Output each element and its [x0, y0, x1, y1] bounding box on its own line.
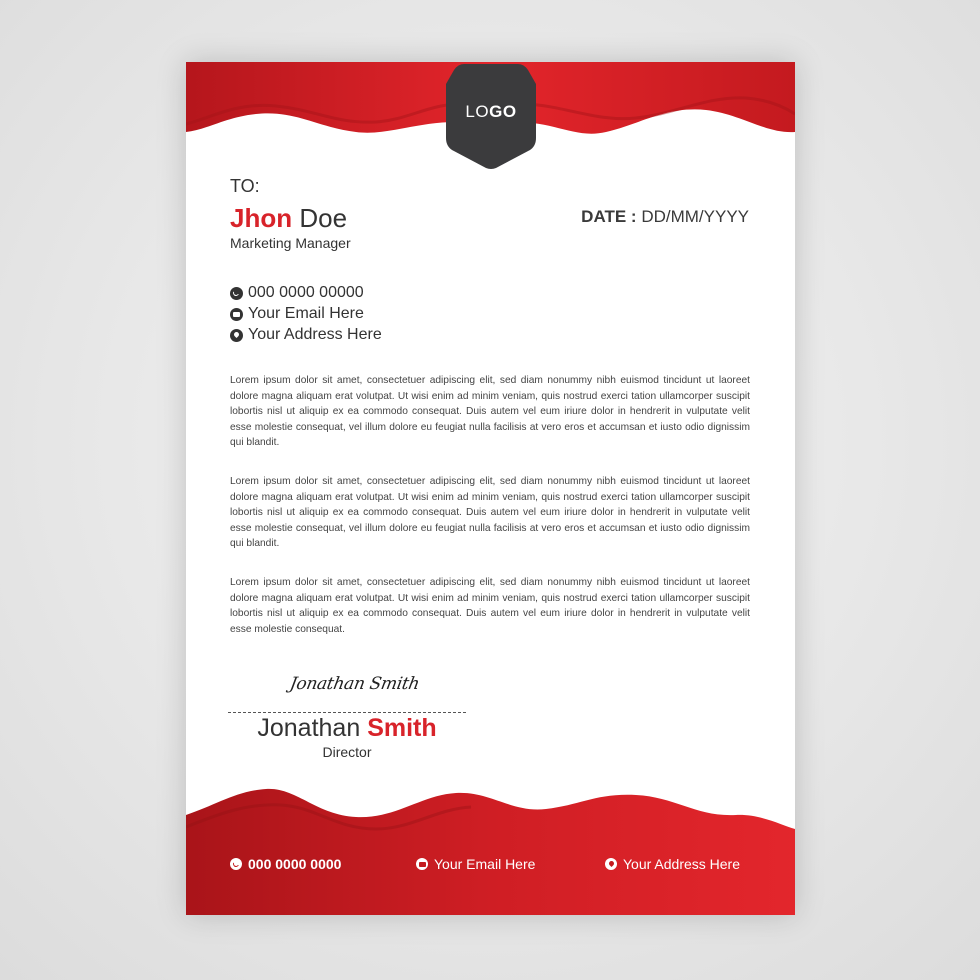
footer-address-text: Your Address Here — [623, 856, 740, 872]
mail-icon — [416, 858, 428, 870]
recipient-name — [230, 203, 347, 234]
phone-icon — [230, 287, 243, 300]
signature-script: Jonathan Smith — [288, 674, 421, 694]
recipient-last-name: Doe — [299, 203, 348, 233]
body-paragraph: Lorem ipsum dolor sit amet, consectetuer adipiscing elit, sed diam nonummy nibh euismod tincidunt ut laoreet dolore magna aliquam erat volutpat. Ut wisi enim ad minim veniam, quis nostrud exerci tation ullamcorper suscipit lobortis nisl ut aliquip ex ea commodo consequat. Duis autem vel eum iriure dolor in hendrerit in vulputate velit esse molestie consequat. — [230, 577, 750, 635]
body-paragraph: Lorem ipsum dolor sit amet, consectetuer adipiscing elit, sed diam nonummy nibh euismod tincidunt ut laoreet dolore magna aliquam erat volutpat. Ut wisi enim ad minim veniam, quis nostrud exerci tation ullamcorper suscipit lobortis nisl ut aliquip ex ea commodo consequat. Duis autem vel eum iriure dolor in hendrerit in vulputate velit esse molestie consequat, vel illum dolore eu feugiat nulla facilisis at vero eros et accumsan et iusto odio dignissim qui blandit. — [230, 476, 750, 550]
date-value: DD/MM/YYYY — [641, 207, 749, 226]
date-line — [581, 207, 749, 227]
footer-email — [416, 856, 535, 872]
footer-address — [605, 856, 740, 872]
contact-email-text: Your Email Here — [248, 305, 364, 322]
signer-name — [186, 714, 508, 743]
body-paragraph: Lorem ipsum dolor sit amet, consectetuer adipiscing elit, sed diam nonummy nibh euismod tincidunt ut laoreet dolore magna aliquam erat volutpat. Ut wisi enim ad minim veniam, quis nostrud exerci tation ullamcorper suscipit lobortis nisl ut aliquip ex ea commodo consequat. Duis autem vel eum iriure dolor in hendrerit in vulputate velit esse molestie consequat, vel illum dolore eu feugiat nulla facilisis at vero eros et accumsan et iusto odio dignissim qui blandit. — [230, 375, 750, 449]
signature-line — [228, 712, 466, 713]
logo-text: LOGO — [465, 102, 517, 121]
recipient-title: Marketing Manager — [230, 235, 351, 251]
contact-address — [230, 326, 382, 344]
location-pin-icon — [605, 858, 617, 870]
recipient-first-name: Jhon — [230, 203, 293, 233]
footer-phone — [230, 856, 341, 872]
signer-title: Director — [322, 744, 372, 760]
phone-icon — [230, 858, 242, 870]
location-pin-icon — [230, 329, 243, 342]
to-label: TO: — [230, 176, 260, 196]
footer-email-text: Your Email Here — [434, 856, 536, 872]
date-label: DATE : — [581, 207, 637, 226]
contact-phone — [230, 284, 364, 302]
letterhead-page — [186, 62, 795, 915]
signer-last-name: Smith — [367, 714, 437, 742]
footer-phone-text: 000 0000 0000 — [248, 856, 342, 872]
contact-email — [230, 305, 364, 323]
footer-wave — [186, 785, 795, 915]
mail-icon — [230, 308, 243, 321]
contact-address-text: Your Address Here — [248, 326, 382, 343]
signer-first-name: Jonathan — [257, 714, 361, 742]
contact-phone-text: 000 0000 00000 — [248, 284, 364, 301]
